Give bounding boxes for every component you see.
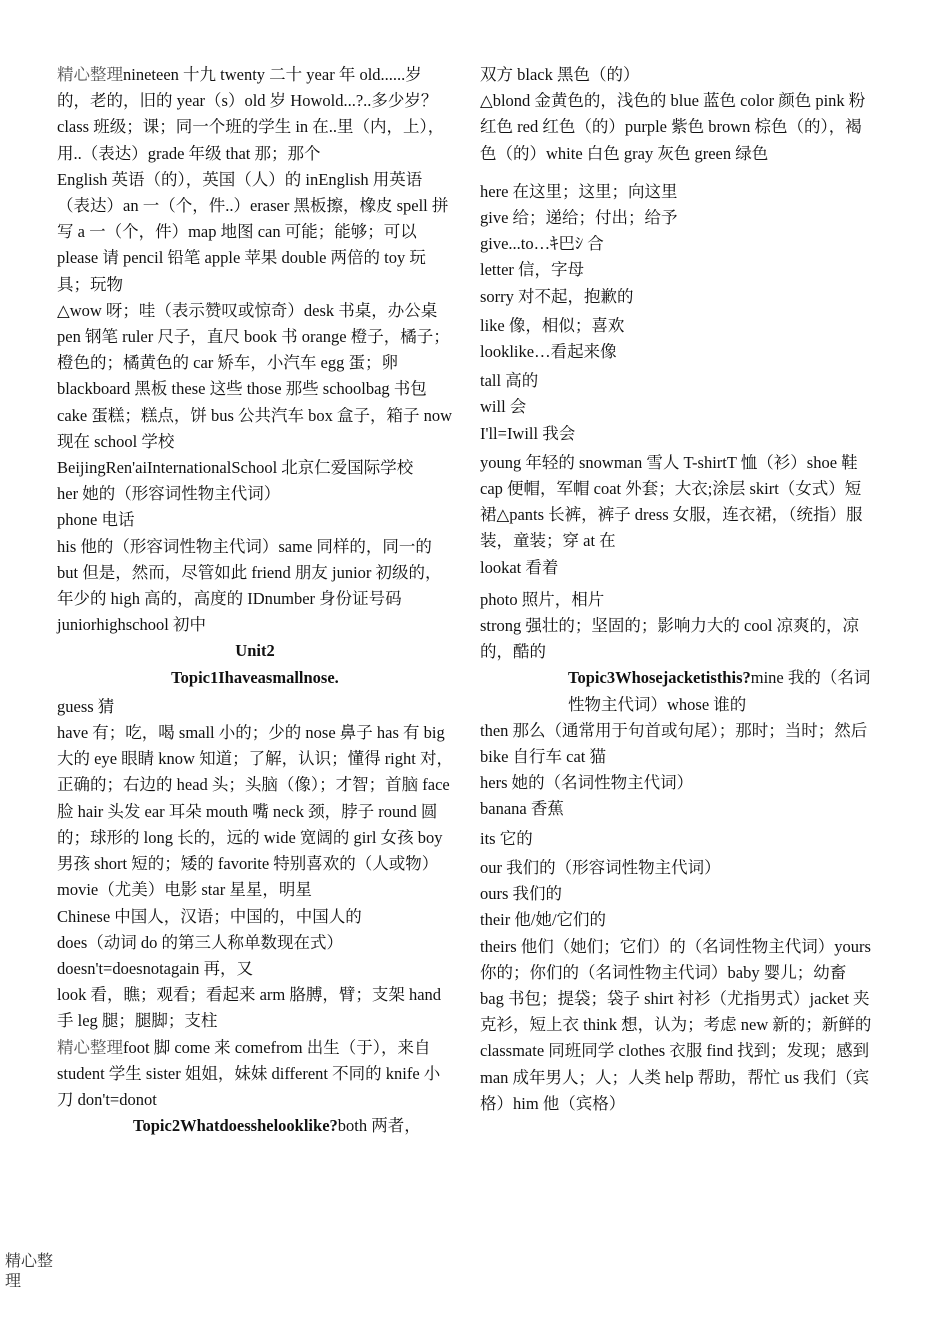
vocab-paragraph: sorry 对不起，抱歉的 [480, 286, 634, 306]
vocab-paragraph: have 有；吃，喝 small 小的；少的 nose 鼻子 has 有 big 大的 eye 眼睛 know 知道；了解，认识；懂得 right 对，正确的；右边的 head 头；头脑（像）；才智；首脑 face 脸 hair 头发 ear 耳朵 mouth 嘴 neck 颈，脖子 round 圆的；球形的 long 长的，远的 wide 宽阔的 girl 女孩 boy 男孩 short 短的；矮的 favorite 特别喜欢的（人或物）movie（尤美）电影 star 星星，明星 [57, 723, 453, 900]
vocab-paragraph: Chinese 中国人，汉语；中国的，中国人的 [57, 906, 362, 926]
vocab-paragraph: here 在这里；这里；向这里 [480, 181, 678, 201]
vocab-paragraph [57, 1113, 453, 1139]
vocab-paragraph: does（动词 do 的第三人称单数现在式）doesn't=doesnotagain 再，又 [57, 932, 343, 978]
vocab-paragraph: strong 强壮的；坚固的；影响力大的 cool 凉爽的，凉的，酷的 [480, 616, 860, 662]
vocab-paragraph: phone 电话 [57, 510, 135, 530]
vocab-paragraph: tall 高的 [480, 371, 539, 391]
vocab-text: both 两者， [337, 1116, 421, 1136]
vocab-paragraph: its 它的 [480, 828, 533, 848]
vocab-text: foot 脚 come 来 comefrom 出生（于），来自 student 学生 sister 姐姐，妹妹 different 不同的 knife 小刀 don't=donot [57, 1037, 441, 1109]
vocab-paragraph [57, 62, 453, 167]
vocab-paragraph: ours 我们的 [480, 884, 563, 904]
unit-heading: Unit2 [235, 641, 275, 661]
vocab-paragraph: her 她的（形容词性物主代词） [57, 484, 281, 504]
vocab-paragraph: △wow 呀；哇（表示赞叹或惊奇）desk 书桌，办公桌 pen 钢笔 ruler 尺子，直尺 book 书 orange 橙子，橘子；橙色的；橘黄色的 car 矫车，小汽车 egg 蛋；卵 blackboard 黑板 these 这些 those 那些 schoolbag 书包 cake 蛋糕；糕点，饼 bus 公共汽车 box 盒子，箱子 now 现在 school 学校 [57, 300, 453, 451]
vocab-paragraph: English 英语（的），英国（人）的 inEnglish 用英语（表达）an 一（个，件..）eraser 黑板擦，橡皮 spell 拼写 a 一（个，件）map 地图 can 可能；能够；可以 please 请 pencil 铅笔 apple 苹果 double 两倍的 toy 玩具；玩物 [57, 169, 449, 294]
topic-heading: Topic3Whosejacketisthis? [568, 668, 751, 688]
vocab-paragraph: bike 自行车 cat 猫 [480, 747, 607, 767]
topic-heading: Topic2Whatdoesshelooklike? [133, 1116, 338, 1136]
vocab-paragraph: lookat 看着 [480, 557, 559, 577]
vocab-paragraph: photo 照片，相片 [480, 589, 605, 609]
right-column [480, 62, 872, 1117]
vocab-paragraph: give...to…ｷ巴ｼ 合 [480, 234, 604, 254]
vocab-paragraph: hers 她的（名词性物主代词） [480, 773, 694, 793]
vocab-paragraph: like 像，相似；喜欢 [480, 315, 625, 335]
vocab-paragraph: looklike…看起来像 [480, 342, 617, 362]
vocab-paragraph: BeijingRen'aiInternationalSchool 北京仁爱国际学校 [57, 458, 414, 478]
vocab-paragraph: 双方 black 黑色（的） [480, 65, 640, 84]
vocab-paragraph: banana 香蕉 [480, 799, 564, 819]
vocab-paragraph: guess 猜 [57, 696, 115, 716]
vocab-paragraph: our 我们的（形容词性物主代词） [480, 857, 721, 877]
vocab-paragraph: letter 信，字母 [480, 260, 585, 280]
vocab-paragraph: give 给；递给；付出；给予 [480, 208, 678, 228]
vocab-paragraph: his 他的（形容词性物主代词）same 同样的，同一的 but 但是，然而，尽管如此 friend 朋友 junior 初级的，年少的 high 高的，高度的 IDnumber 身份证号码 juniorhighschool 初中 [57, 536, 442, 635]
vocab-paragraph [57, 1035, 453, 1114]
footer-watermark: 精心整理 [5, 1253, 54, 1290]
vocab-text: nineteen 十九 twenty 二十 year 年 old......岁的，老的，旧的 year（s）old 岁 Howold...?..多少岁？class 班级；课；同一个班的学生 in 在..里（内，上），用..（表达）grade 年级 that 那；那个 [57, 65, 445, 163]
vocab-paragraph [480, 665, 872, 717]
vocab-paragraph: their 他/她/它们的 [480, 910, 607, 930]
vocab-paragraph: young 年轻的 snowman 雪人 T-shirtT 恤（衫）shoe 鞋 cap 便帽，军帽 coat 外套；大衣;涂层 skirt（女式）短裙△pants 长裤，裤子 dress 女服，连衣裙，（统指）服装，童装；穿 at 在 [480, 452, 863, 551]
vocab-paragraph: will 会 [480, 397, 527, 417]
vocab-paragraph: look 看，瞧；观看；看起来 arm 胳膊，臂；支架 hand 手 leg 腿；腿脚；支柱 [57, 985, 442, 1031]
left-column [57, 62, 453, 1139]
vocab-paragraph: bag 书包；提袋；袋子 shirt 衬衫（尤指男式）jacket 夹克衫，短上衣 think 想，认为；考虑 new 新的；新鲜的 classmate 同班同学 clothes 衣服 find 找到；发现；感到 man 成年男人；人；人类 help 帮助，帮忙 us 我们（宾格）him 他（宾格） [480, 988, 872, 1113]
vocab-paragraph: theirs 他们（她们；它们）的（名词性物主代词）yours 你的；你们的（名词性物主代词）baby 婴儿；幼畜 [480, 936, 871, 982]
topic-heading: Topic1Ihaveasmallnose. [171, 667, 339, 687]
vocab-paragraph: △blond 金黄色的，浅色的 blue 蓝色 color 颜色 pink 粉红色 red 红色（的）purple 紫色 brown 棕色（的），褐色（的）white 白色 gray 灰色 green 绿色 [480, 91, 866, 163]
vocab-paragraph: then 那么（通常用于句首或句尾）；那时；当时；然后 [480, 720, 868, 740]
vocab-paragraph: I'll=Iwill 我会 [480, 423, 576, 443]
watermark-text: 精心整理 [57, 1037, 123, 1057]
watermark-text: 精心整理 [57, 65, 123, 84]
vocab-text: mine 我的（名词性物主代词）whose 谁的 [568, 668, 871, 714]
